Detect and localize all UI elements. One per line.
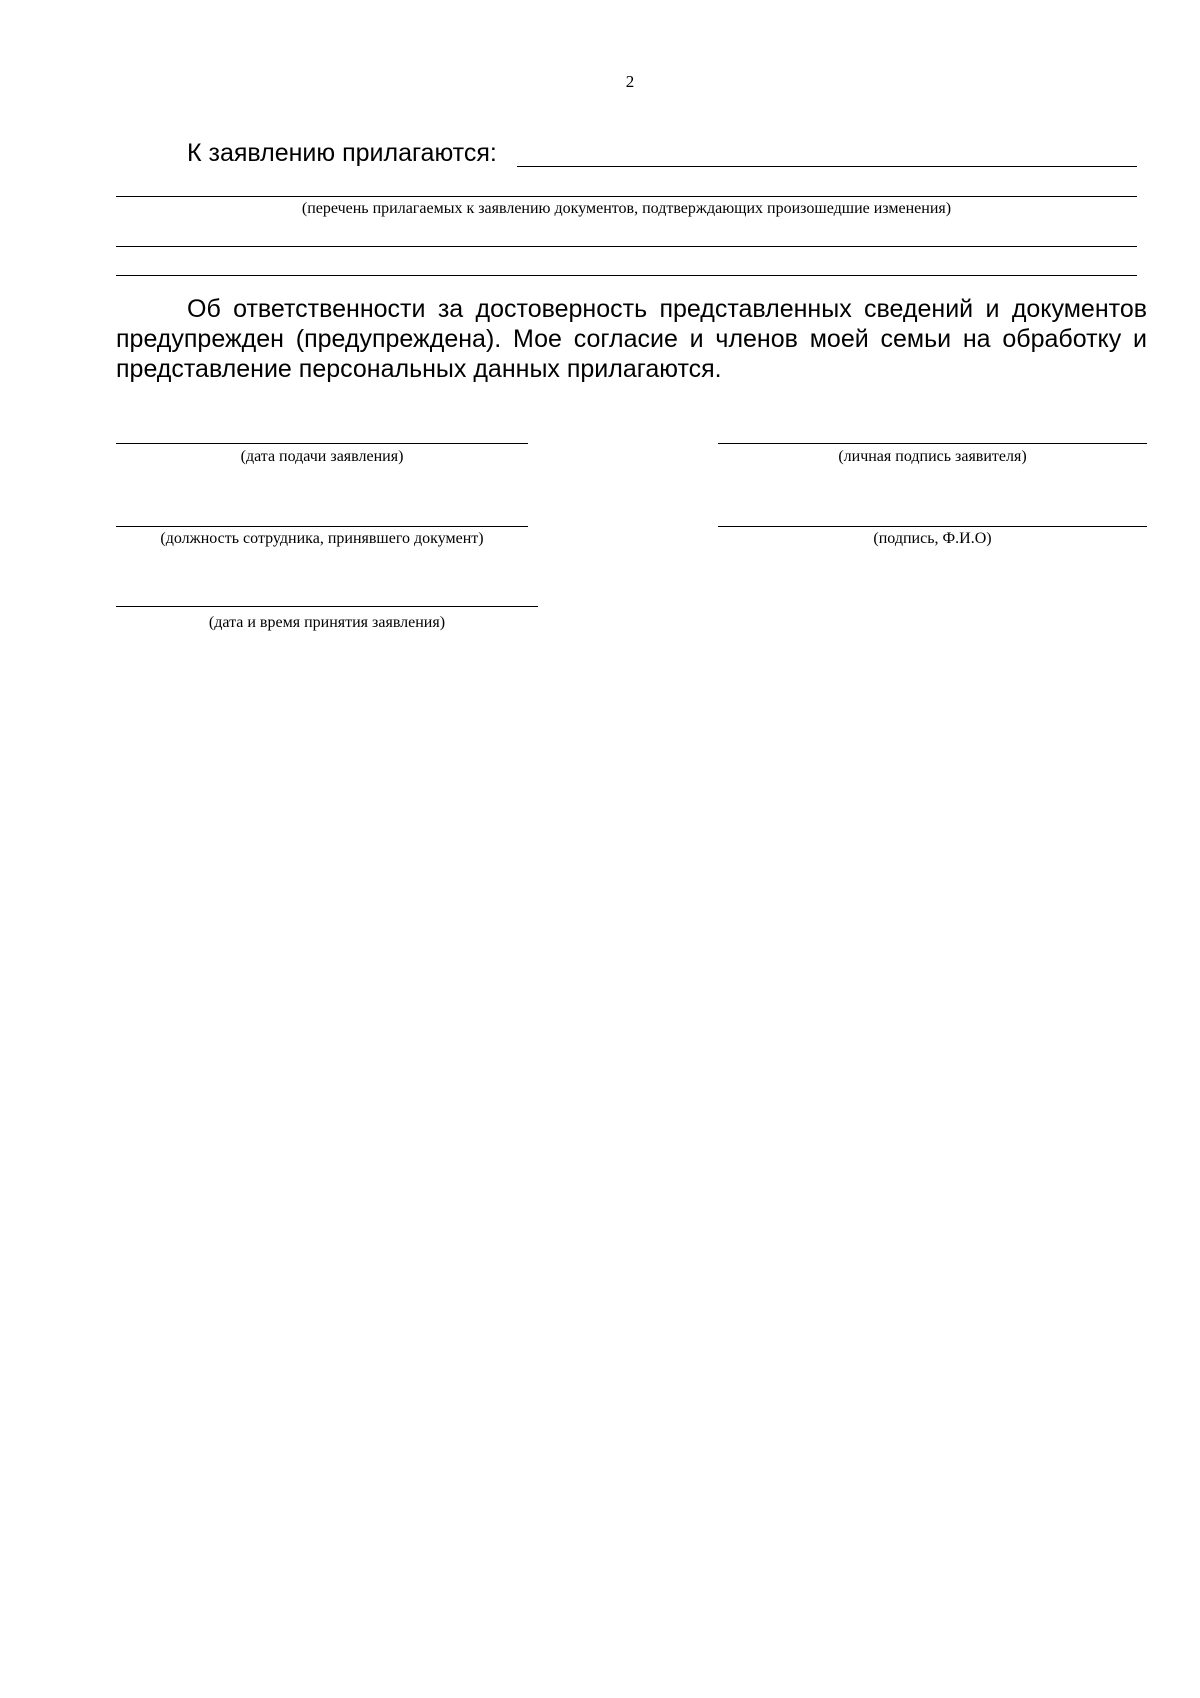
page-number: 2 xyxy=(625,72,635,91)
attachments-caption: (перечень прилагаемых к заявлению документов, подтверждающих произошедшие изменения) xyxy=(301,200,952,217)
attachments-label: К заявлению прилагаются: xyxy=(187,139,497,167)
employee-position-line xyxy=(116,526,528,527)
attachments-fill-line xyxy=(517,166,1137,167)
responsibility-paragraph: Об ответственности за достоверность представленных сведений и документов предупрежден (предупреждена). Мое согласие и членов моей семьи на обработку и представление персональных данных прилагаются. xyxy=(116,295,1147,383)
employee-signature-caption: (подпись, Ф.И.О) xyxy=(873,530,992,547)
employee-position-caption: (должность сотрудника, принявшего документ) xyxy=(160,530,484,547)
acceptance-datetime-line xyxy=(116,606,538,607)
attachments-line-2 xyxy=(116,246,1137,247)
attachments-line-1 xyxy=(116,196,1137,197)
attachments-row xyxy=(187,138,1137,172)
employee-signature-line xyxy=(718,526,1147,527)
submission-date-caption: (дата подачи заявления) xyxy=(240,448,404,465)
attachments-line-3 xyxy=(116,275,1137,276)
acceptance-datetime-caption: (дата и время принятия заявления) xyxy=(208,614,446,631)
submission-date-line xyxy=(116,443,528,444)
applicant-signature-caption: (личная подпись заявителя) xyxy=(838,448,1027,465)
applicant-signature-line xyxy=(718,443,1147,444)
